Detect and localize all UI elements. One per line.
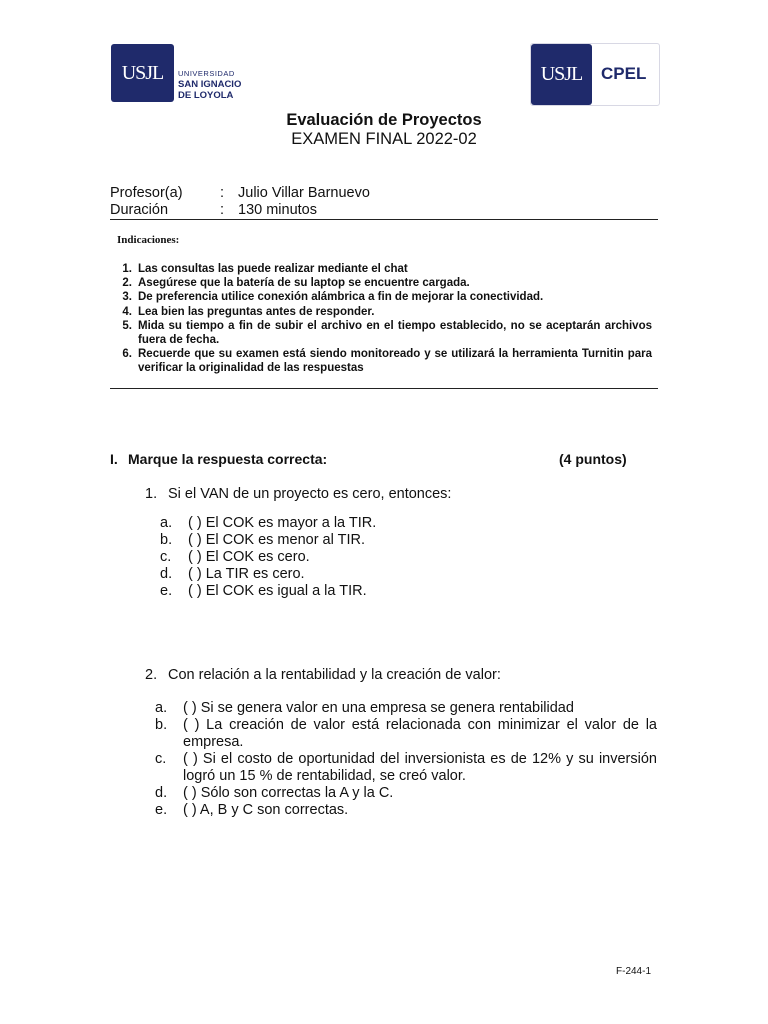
exam-title xyxy=(0,111,768,149)
teacher-label: Profesor(a) xyxy=(110,185,183,201)
teacher-separator: : xyxy=(220,185,225,201)
usil-logo-mark: USJL xyxy=(121,61,164,84)
indication-num: 3. xyxy=(122,291,132,304)
indication-text: Asegúrese que la batería de su laptop se encuentre cargada. xyxy=(138,277,470,290)
exam-subtitle: EXAMEN FINAL 2022-02 xyxy=(291,130,477,148)
indication-num: 4. xyxy=(122,305,132,318)
indication-num: 1. xyxy=(122,263,132,275)
option-text: ( ) Si el costo de oportunidad del inversionista es de 12% y su inversión logró un 15 % de rentabilidad, se creó valor. xyxy=(183,751,657,784)
indication-item xyxy=(112,319,652,347)
option-item[interactable] xyxy=(155,785,657,802)
duration-row xyxy=(110,202,317,218)
option-text: ( ) La TIR es cero. xyxy=(188,566,305,582)
cpel-logo-label: CPEL xyxy=(601,64,647,83)
option-letter: e. xyxy=(160,583,173,599)
indication-text: Las consultas las puede realizar mediante el chat xyxy=(138,263,408,275)
option-item[interactable] xyxy=(160,583,660,600)
option-item[interactable] xyxy=(160,532,660,549)
indication-text: Lea bien las preguntas antes de responder. xyxy=(138,305,375,318)
option-text: ( ) El COK es igual a la TIR. xyxy=(188,583,367,599)
indication-item xyxy=(112,347,652,375)
option-letter: c. xyxy=(155,751,167,767)
option-item[interactable] xyxy=(155,802,657,819)
option-letter: b. xyxy=(155,717,168,733)
option-item[interactable] xyxy=(160,515,660,532)
course-title: Evaluación de Proyectos xyxy=(286,111,482,129)
form-code: F-244-1 xyxy=(616,966,652,977)
cpel-logo-mark-box xyxy=(531,44,592,105)
indication-item xyxy=(112,305,652,319)
question-2-number: 2. xyxy=(145,667,158,683)
indication-num: 6. xyxy=(122,348,132,361)
option-item[interactable] xyxy=(155,751,657,785)
option-letter: a. xyxy=(160,515,173,531)
question-2-text: Con relación a la rentabilidad y la creación de valor: xyxy=(168,667,501,683)
option-item[interactable] xyxy=(155,717,657,751)
indications-list xyxy=(112,262,652,376)
indications-divider xyxy=(110,388,658,389)
info-divider xyxy=(110,219,658,220)
option-letter: b. xyxy=(160,532,173,548)
option-text: ( ) La creación de valor está relacionada con minimizar el valor de la empresa. xyxy=(183,717,657,750)
option-text: ( ) El COK es menor al TIR. xyxy=(188,532,365,548)
usil-logo-text xyxy=(178,68,241,101)
cpel-logo xyxy=(530,43,660,106)
duration-value: 130 minutos xyxy=(238,202,317,218)
usil-logo xyxy=(111,44,174,102)
duration-separator: : xyxy=(220,202,225,218)
option-letter: e. xyxy=(155,802,168,818)
indication-item xyxy=(112,262,652,276)
indication-text: Mida su tiempo a fin de subir el archivo en el tiempo establecido, no se aceptarán archivos fuera de fecha. xyxy=(138,319,652,347)
teacher-value: Julio Villar Barnuevo xyxy=(238,185,370,201)
section-heading: Marque la respuesta correcta: xyxy=(128,451,328,467)
option-letter: c. xyxy=(160,549,172,565)
question-1-text: Si el VAN de un proyecto es cero, entonces: xyxy=(168,486,452,502)
option-text: ( ) A, B y C son correctas. xyxy=(183,802,349,818)
question-1-options xyxy=(160,515,660,600)
usil-logo-line2: SAN IGNACIO xyxy=(178,79,242,90)
option-letter: a. xyxy=(155,700,168,716)
option-item[interactable] xyxy=(155,700,657,717)
indication-item xyxy=(112,290,652,304)
option-text: ( ) El COK es mayor a la TIR. xyxy=(188,515,377,531)
question-2-options xyxy=(155,700,657,819)
question-1-number: 1. xyxy=(145,486,158,502)
indication-num: 2. xyxy=(122,277,132,290)
section-points: (4 puntos) xyxy=(559,451,627,467)
usil-logo-line3: DE LOYOLA xyxy=(178,90,234,101)
option-text: ( ) El COK es cero. xyxy=(188,549,310,565)
option-letter: d. xyxy=(160,566,173,582)
option-item[interactable] xyxy=(160,549,660,566)
indications-title: Indicaciones: xyxy=(117,234,180,246)
cpel-logo-mark: USJL xyxy=(540,63,583,85)
option-item[interactable] xyxy=(160,566,660,583)
indication-text: Recuerde que su examen está siendo monitoreado y se utilizará la herramienta Turnitin para verificar la originalidad de las respuestas xyxy=(138,348,652,375)
indication-item xyxy=(112,276,652,290)
option-letter: d. xyxy=(155,785,168,801)
indication-num: 5. xyxy=(122,319,132,332)
option-text: ( ) Sólo son correctas la A y la C. xyxy=(183,785,394,801)
duration-label: Duración xyxy=(110,202,169,218)
teacher-row xyxy=(110,185,370,201)
option-text: ( ) Si se genera valor en una empresa se genera rentabilidad xyxy=(183,700,574,716)
section-numeral: I. xyxy=(110,451,118,467)
indication-text: De preferencia utilice conexión alámbrica a fin de mejorar la conectividad. xyxy=(138,291,544,304)
usil-logo-line1: UNIVERSIDAD xyxy=(178,69,235,78)
